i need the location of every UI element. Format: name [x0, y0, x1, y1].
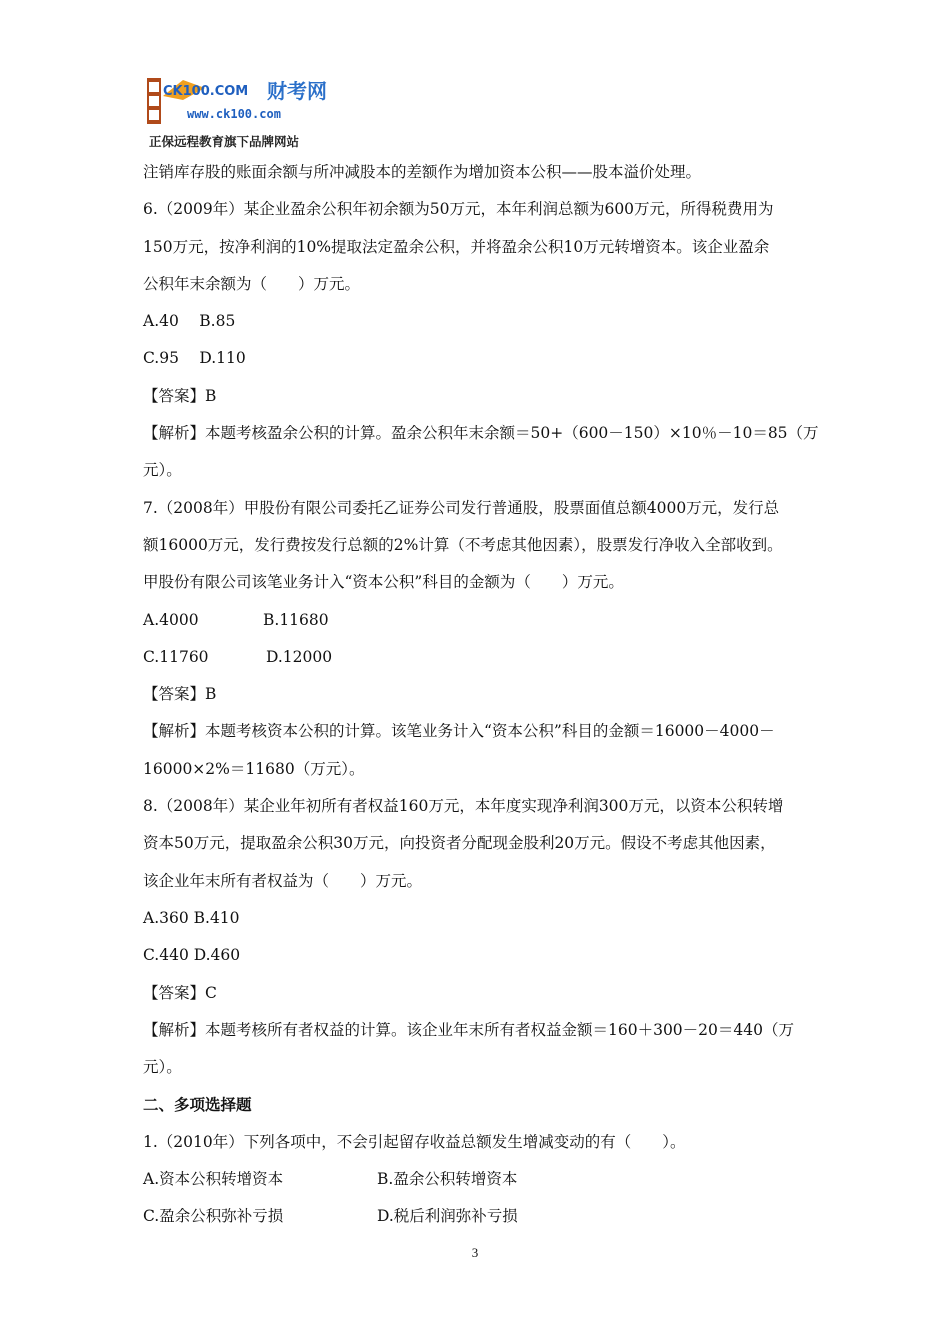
- option-d: D.12000: [266, 647, 333, 666]
- ck100-logo-icon: [143, 74, 353, 154]
- text-line: 150万元，按净利润的10%提取法定盈余公积，并将盈余公积10万元转增资本。该企业盈余: [143, 237, 770, 256]
- question-7-options-ab: [143, 602, 811, 639]
- question-1-options-ab: [143, 1161, 811, 1198]
- text-line: 该企业年末所有者权益为（ ）万元。: [143, 871, 423, 890]
- option-b: B.11680: [263, 610, 329, 629]
- text-line: 元）。: [143, 1058, 182, 1077]
- text-line: 额16000万元，发行费按发行总额的2%计算（不考虑其他因素），股票发行净收入全部收到。: [143, 535, 783, 554]
- question-7-options-cd: [143, 639, 811, 676]
- question-8-options-ab: A.360 B.410: [143, 908, 240, 927]
- brand-url: www.ck100.com: [187, 107, 281, 121]
- explanation: 【解析】本题考核盈余公积的计算。盈余公积年末余额＝50+（600－150）×10％－10＝85（万: [143, 424, 819, 443]
- brand-chinese: 财考网: [267, 79, 327, 103]
- option-c: C.盈余公积弥补亏损: [143, 1207, 284, 1226]
- brand-latin: CK100.COM: [163, 84, 249, 99]
- question-8-stem: 8.（2008年）某企业年初所有者权益160万元，本年度实现净利润300万元，以资本公积转增: [143, 797, 784, 816]
- question-6-options-ab: A.40 B.85: [143, 312, 236, 331]
- section-heading: 二、多项选择题: [143, 1095, 252, 1115]
- option-c: C.11760: [143, 647, 209, 666]
- brand-tagline: 正保远程教育旗下品牌网站: [149, 134, 300, 149]
- text-line: 公积年末余额为（ ）万元。: [143, 274, 361, 293]
- question-1-options-cd: [143, 1198, 811, 1235]
- option-a: A.资本公积转增资本: [143, 1170, 284, 1189]
- question-6-stem: 6.（2009年）某企业盈余公积年初余额为50万元，本年利润总额为600万元，所得税费用为: [143, 200, 774, 219]
- explanation: 【解析】本题考核所有者权益的计算。该企业年末所有者权益金额＝160＋300－20＝440（万: [143, 1020, 794, 1039]
- answer-label: 【答案】B: [143, 685, 217, 704]
- text-line: 元）。: [143, 461, 182, 480]
- page-number: 3: [471, 1245, 479, 1260]
- site-logo: [143, 74, 353, 154]
- question-1-stem: 1.（2010年）下列各项中，不会引起留存收益总额发生增减变动的有（ ）。: [143, 1132, 686, 1151]
- question-6-options-cd: C.95 D.110: [143, 349, 246, 368]
- text-line: 注销库存股的账面余额与所冲减股本的差额作为增加资本公积——股本溢价处理。: [143, 163, 702, 181]
- document-body: [143, 154, 819, 1236]
- option-d: D.税后利润弥补亏损: [377, 1207, 518, 1226]
- option-b: B.盈余公积转增资本: [377, 1170, 518, 1189]
- option-a: A.4000: [143, 610, 199, 629]
- text-line: 16000×2%＝11680（万元）。: [143, 759, 365, 778]
- text-line: 甲股份有限公司该笔业务计入“资本公积”科目的金额为（ ）万元。: [143, 573, 624, 592]
- explanation: 【解析】本题考核资本公积的计算。该笔业务计入“资本公积”科目的金额＝16000－4000－: [143, 722, 775, 741]
- text-line: 资本50万元，提取盈余公积30万元，向投资者分配现金股利20万元。假设不考虑其他因素，: [143, 834, 776, 853]
- answer-label: 【答案】B: [143, 386, 217, 405]
- question-8-options-cd: C.440 D.460: [143, 946, 241, 965]
- answer-label: 【答案】C: [143, 983, 217, 1002]
- question-7-stem: 7.（2008年）甲股份有限公司委托乙证券公司发行普通股，股票面值总额4000万元，发行总: [143, 498, 780, 517]
